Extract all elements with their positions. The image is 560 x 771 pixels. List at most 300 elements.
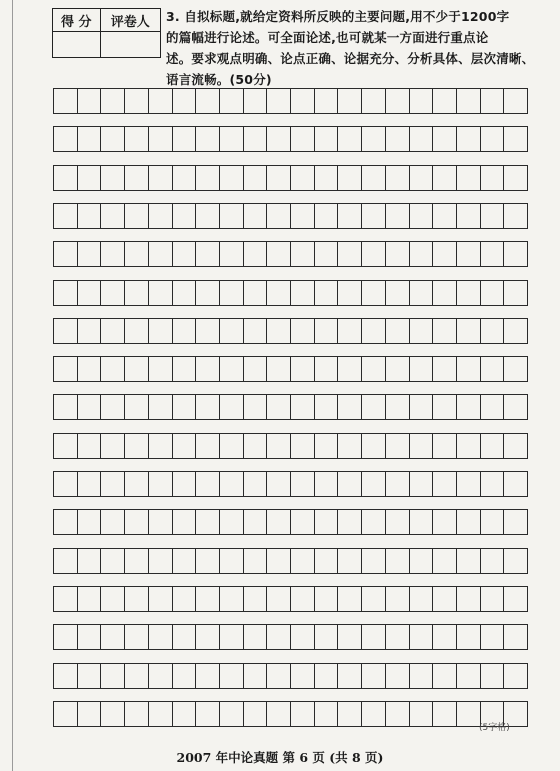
grid-cell[interactable] [386,242,410,266]
grid-cell[interactable] [481,664,505,688]
grid-cell[interactable] [433,472,457,496]
grid-cell[interactable] [244,127,268,151]
grid-cell[interactable] [457,395,481,419]
grid-cell[interactable] [315,89,339,113]
grid-cell[interactable] [54,89,78,113]
grid-cell[interactable] [101,587,125,611]
grid-cell[interactable] [267,281,291,305]
grid-cell[interactable] [267,587,291,611]
grid-cell[interactable] [173,281,197,305]
grid-cell[interactable] [244,510,268,534]
grid-cell[interactable] [504,281,527,305]
grid-cell[interactable] [386,549,410,573]
grid-cell[interactable] [267,434,291,458]
grid-cell[interactable] [125,625,149,649]
grid-cell[interactable] [220,510,244,534]
grid-cell[interactable] [244,664,268,688]
grid-cell[interactable] [291,319,315,343]
grid-cell[interactable] [173,166,197,190]
grid-cell[interactable] [410,625,434,649]
grid-cell[interactable] [173,702,197,726]
grader-field[interactable] [100,32,160,58]
grid-cell[interactable] [173,472,197,496]
grid-cell[interactable] [125,472,149,496]
grid-cell[interactable] [504,549,527,573]
grid-cell[interactable] [149,434,173,458]
grid-cell[interactable] [481,434,505,458]
grid-cell[interactable] [291,549,315,573]
grid-cell[interactable] [410,549,434,573]
grid-cell[interactable] [338,204,362,228]
grid-cell[interactable] [386,89,410,113]
grid-cell[interactable] [196,357,220,381]
grid-cell[interactable] [410,472,434,496]
grid-cell[interactable] [196,281,220,305]
grid-cell[interactable] [291,510,315,534]
grid-cell[interactable] [125,166,149,190]
grid-cell[interactable] [149,166,173,190]
grid-cell[interactable] [149,89,173,113]
grid-cell[interactable] [433,204,457,228]
grid-cell[interactable] [481,587,505,611]
grid-cell[interactable] [267,357,291,381]
grid-cell[interactable] [173,510,197,534]
grid-cell[interactable] [504,395,527,419]
grid-cell[interactable] [504,166,527,190]
grid-cell[interactable] [315,204,339,228]
grid-cell[interactable] [101,395,125,419]
grid-cell[interactable] [362,395,386,419]
grid-cell[interactable] [457,702,481,726]
grid-cell[interactable] [315,242,339,266]
grid-cell[interactable] [173,434,197,458]
grid-cell[interactable] [291,472,315,496]
grid-cell[interactable] [457,434,481,458]
grid-cell[interactable] [101,319,125,343]
grid-cell[interactable] [410,204,434,228]
grid-cell[interactable] [267,702,291,726]
grid-cell[interactable] [481,89,505,113]
grid-cell[interactable] [481,472,505,496]
grid-cell[interactable] [481,510,505,534]
grid-cell[interactable] [54,319,78,343]
grid-cell[interactable] [54,664,78,688]
grid-cell[interactable] [267,549,291,573]
grid-cell[interactable] [315,281,339,305]
grid-cell[interactable] [504,664,527,688]
grid-cell[interactable] [457,510,481,534]
grid-cell[interactable] [267,89,291,113]
score-field[interactable] [53,32,101,58]
grid-cell[interactable] [78,434,102,458]
grid-cell[interactable] [410,319,434,343]
grid-cell[interactable] [267,664,291,688]
grid-cell[interactable] [410,587,434,611]
grid-cell[interactable] [338,510,362,534]
grid-cell[interactable] [504,242,527,266]
grid-cell[interactable] [78,357,102,381]
grid-cell[interactable] [173,319,197,343]
grid-cell[interactable] [220,242,244,266]
grid-cell[interactable] [54,510,78,534]
grid-cell[interactable] [54,242,78,266]
grid-cell[interactable] [244,89,268,113]
grid-cell[interactable] [315,587,339,611]
grid-cell[interactable] [78,549,102,573]
grid-cell[interactable] [173,204,197,228]
grid-cell[interactable] [481,166,505,190]
grid-cell[interactable] [457,89,481,113]
grid-cell[interactable] [244,434,268,458]
grid-cell[interactable] [267,204,291,228]
grid-cell[interactable] [338,664,362,688]
grid-cell[interactable] [149,549,173,573]
grid-cell[interactable] [410,702,434,726]
grid-cell[interactable] [220,587,244,611]
grid-cell[interactable] [54,549,78,573]
grid-cell[interactable] [54,395,78,419]
grid-cell[interactable] [504,319,527,343]
grid-cell[interactable] [220,166,244,190]
grid-cell[interactable] [196,510,220,534]
grid-cell[interactable] [315,319,339,343]
grid-cell[interactable] [54,434,78,458]
grid-cell[interactable] [433,664,457,688]
grid-cell[interactable] [125,127,149,151]
grid-cell[interactable] [149,664,173,688]
grid-cell[interactable] [220,625,244,649]
grid-cell[interactable] [504,89,527,113]
grid-cell[interactable] [220,89,244,113]
grid-cell[interactable] [125,89,149,113]
grid-cell[interactable] [433,702,457,726]
grid-cell[interactable] [338,625,362,649]
grid-cell[interactable] [220,472,244,496]
grid-cell[interactable] [125,702,149,726]
grid-cell[interactable] [410,510,434,534]
grid-cell[interactable] [196,319,220,343]
grid-cell[interactable] [173,127,197,151]
grid-cell[interactable] [196,472,220,496]
grid-cell[interactable] [101,166,125,190]
grid-cell[interactable] [338,587,362,611]
grid-cell[interactable] [338,281,362,305]
grid-cell[interactable] [196,664,220,688]
grid-cell[interactable] [362,127,386,151]
grid-cell[interactable] [149,127,173,151]
grid-cell[interactable] [78,472,102,496]
grid-cell[interactable] [386,395,410,419]
grid-cell[interactable] [386,587,410,611]
grid-cell[interactable] [410,434,434,458]
grid-cell[interactable] [362,319,386,343]
grid-cell[interactable] [54,127,78,151]
grid-cell[interactable] [291,89,315,113]
grid-cell[interactable] [291,702,315,726]
grid-cell[interactable] [196,242,220,266]
grid-cell[interactable] [101,702,125,726]
grid-cell[interactable] [244,549,268,573]
grid-cell[interactable] [386,625,410,649]
grid-cell[interactable] [54,587,78,611]
grid-cell[interactable] [481,549,505,573]
grid-cell[interactable] [386,357,410,381]
grid-cell[interactable] [125,204,149,228]
grid-cell[interactable] [291,242,315,266]
grid-cell[interactable] [173,549,197,573]
grid-cell[interactable] [196,166,220,190]
grid-cell[interactable] [291,434,315,458]
grid-cell[interactable] [291,395,315,419]
grid-cell[interactable] [196,549,220,573]
grid-cell[interactable] [504,625,527,649]
grid-cell[interactable] [78,319,102,343]
grid-cell[interactable] [315,395,339,419]
grid-cell[interactable] [125,242,149,266]
grid-cell[interactable] [362,434,386,458]
grid-cell[interactable] [315,166,339,190]
grid-cell[interactable] [244,166,268,190]
grid-cell[interactable] [433,357,457,381]
grid-cell[interactable] [362,204,386,228]
grid-cell[interactable] [362,625,386,649]
grid-cell[interactable] [338,166,362,190]
grid-cell[interactable] [149,472,173,496]
grid-cell[interactable] [410,127,434,151]
grid-cell[interactable] [78,281,102,305]
grid-cell[interactable] [315,549,339,573]
grid-cell[interactable] [173,625,197,649]
grid-cell[interactable] [291,664,315,688]
grid-cell[interactable] [267,625,291,649]
grid-cell[interactable] [433,625,457,649]
grid-cell[interactable] [291,204,315,228]
grid-cell[interactable] [362,510,386,534]
grid-cell[interactable] [173,587,197,611]
grid-cell[interactable] [125,395,149,419]
grid-cell[interactable] [433,510,457,534]
grid-cell[interactable] [244,204,268,228]
grid-cell[interactable] [433,127,457,151]
grid-cell[interactable] [481,395,505,419]
grid-cell[interactable] [125,510,149,534]
grid-cell[interactable] [220,664,244,688]
grid-cell[interactable] [386,510,410,534]
grid-cell[interactable] [220,319,244,343]
grid-cell[interactable] [125,549,149,573]
grid-cell[interactable] [338,472,362,496]
grid-cell[interactable] [149,357,173,381]
grid-cell[interactable] [149,242,173,266]
grid-cell[interactable] [315,664,339,688]
grid-cell[interactable] [410,664,434,688]
grid-cell[interactable] [315,127,339,151]
grid-cell[interactable] [78,166,102,190]
grid-cell[interactable] [291,281,315,305]
grid-cell[interactable] [338,89,362,113]
grid-cell[interactable] [338,702,362,726]
grid-cell[interactable] [196,702,220,726]
grid-cell[interactable] [267,319,291,343]
grid-cell[interactable] [220,281,244,305]
grid-cell[interactable] [362,242,386,266]
grid-cell[interactable] [386,319,410,343]
grid-cell[interactable] [125,587,149,611]
grid-cell[interactable] [481,242,505,266]
grid-cell[interactable] [54,166,78,190]
grid-cell[interactable] [125,319,149,343]
grid-cell[interactable] [362,357,386,381]
grid-cell[interactable] [125,434,149,458]
grid-cell[interactable] [244,242,268,266]
grid-cell[interactable] [267,166,291,190]
grid-cell[interactable] [481,281,505,305]
grid-cell[interactable] [78,702,102,726]
grid-cell[interactable] [78,242,102,266]
grid-cell[interactable] [315,510,339,534]
grid-cell[interactable] [78,395,102,419]
grid-cell[interactable] [220,357,244,381]
grid-cell[interactable] [101,664,125,688]
grid-cell[interactable] [410,281,434,305]
grid-cell[interactable] [338,242,362,266]
grid-cell[interactable] [504,204,527,228]
grid-cell[interactable] [457,204,481,228]
grid-cell[interactable] [338,434,362,458]
grid-cell[interactable] [149,281,173,305]
grid-cell[interactable] [125,664,149,688]
grid-cell[interactable] [433,89,457,113]
grid-cell[interactable] [101,510,125,534]
grid-cell[interactable] [362,472,386,496]
grid-cell[interactable] [78,89,102,113]
grid-cell[interactable] [433,319,457,343]
grid-cell[interactable] [78,127,102,151]
grid-cell[interactable] [220,204,244,228]
grid-cell[interactable] [267,242,291,266]
grid-cell[interactable] [196,127,220,151]
grid-cell[interactable] [101,434,125,458]
grid-cell[interactable] [173,242,197,266]
grid-cell[interactable] [54,204,78,228]
grid-cell[interactable] [315,702,339,726]
grid-cell[interactable] [291,127,315,151]
grid-cell[interactable] [220,395,244,419]
grid-cell[interactable] [220,702,244,726]
grid-cell[interactable] [244,702,268,726]
grid-cell[interactable] [386,434,410,458]
grid-cell[interactable] [410,357,434,381]
grid-cell[interactable] [54,357,78,381]
grid-cell[interactable] [78,510,102,534]
grid-cell[interactable] [54,702,78,726]
grid-cell[interactable] [196,434,220,458]
grid-cell[interactable] [386,281,410,305]
grid-cell[interactable] [173,664,197,688]
grid-cell[interactable] [433,281,457,305]
grid-cell[interactable] [433,242,457,266]
grid-cell[interactable] [149,395,173,419]
grid-cell[interactable] [149,204,173,228]
grid-cell[interactable] [244,281,268,305]
grid-cell[interactable] [386,472,410,496]
grid-cell[interactable] [457,127,481,151]
grid-cell[interactable] [386,204,410,228]
grid-cell[interactable] [149,625,173,649]
grid-cell[interactable] [244,587,268,611]
grid-cell[interactable] [481,319,505,343]
grid-cell[interactable] [386,127,410,151]
grid-cell[interactable] [101,357,125,381]
grid-cell[interactable] [481,127,505,151]
grid-cell[interactable] [101,625,125,649]
grid-cell[interactable] [433,395,457,419]
grid-cell[interactable] [54,281,78,305]
grid-cell[interactable] [149,510,173,534]
grid-cell[interactable] [149,319,173,343]
grid-cell[interactable] [457,319,481,343]
grid-cell[interactable] [291,357,315,381]
grid-cell[interactable] [173,89,197,113]
grid-cell[interactable] [338,549,362,573]
grid-cell[interactable] [338,357,362,381]
grid-cell[interactable] [125,281,149,305]
grid-cell[interactable] [267,127,291,151]
grid-cell[interactable] [101,127,125,151]
grid-cell[interactable] [338,319,362,343]
grid-cell[interactable] [457,664,481,688]
grid-cell[interactable] [101,242,125,266]
grid-cell[interactable] [267,395,291,419]
grid-cell[interactable] [196,587,220,611]
grid-cell[interactable] [291,166,315,190]
grid-cell[interactable] [433,434,457,458]
grid-cell[interactable] [315,625,339,649]
grid-cell[interactable] [196,204,220,228]
grid-cell[interactable] [457,625,481,649]
grid-cell[interactable] [291,587,315,611]
grid-cell[interactable] [457,166,481,190]
grid-cell[interactable] [504,472,527,496]
grid-cell[interactable] [457,357,481,381]
grid-cell[interactable] [244,319,268,343]
grid-cell[interactable] [362,587,386,611]
grid-cell[interactable] [54,625,78,649]
grid-cell[interactable] [315,434,339,458]
grid-cell[interactable] [78,587,102,611]
grid-cell[interactable] [220,549,244,573]
grid-cell[interactable] [54,472,78,496]
grid-cell[interactable] [173,357,197,381]
grid-cell[interactable] [457,549,481,573]
grid-cell[interactable] [504,510,527,534]
grid-cell[interactable] [433,549,457,573]
grid-cell[interactable] [196,625,220,649]
grid-cell[interactable] [244,625,268,649]
grid-cell[interactable] [196,395,220,419]
grid-cell[interactable] [481,204,505,228]
grid-cell[interactable] [315,357,339,381]
grid-cell[interactable] [267,510,291,534]
grid-cell[interactable] [101,549,125,573]
grid-cell[interactable] [101,472,125,496]
grid-cell[interactable] [362,549,386,573]
grid-cell[interactable] [386,664,410,688]
grid-cell[interactable] [220,127,244,151]
grid-cell[interactable] [125,357,149,381]
grid-cell[interactable] [244,472,268,496]
grid-cell[interactable] [433,587,457,611]
